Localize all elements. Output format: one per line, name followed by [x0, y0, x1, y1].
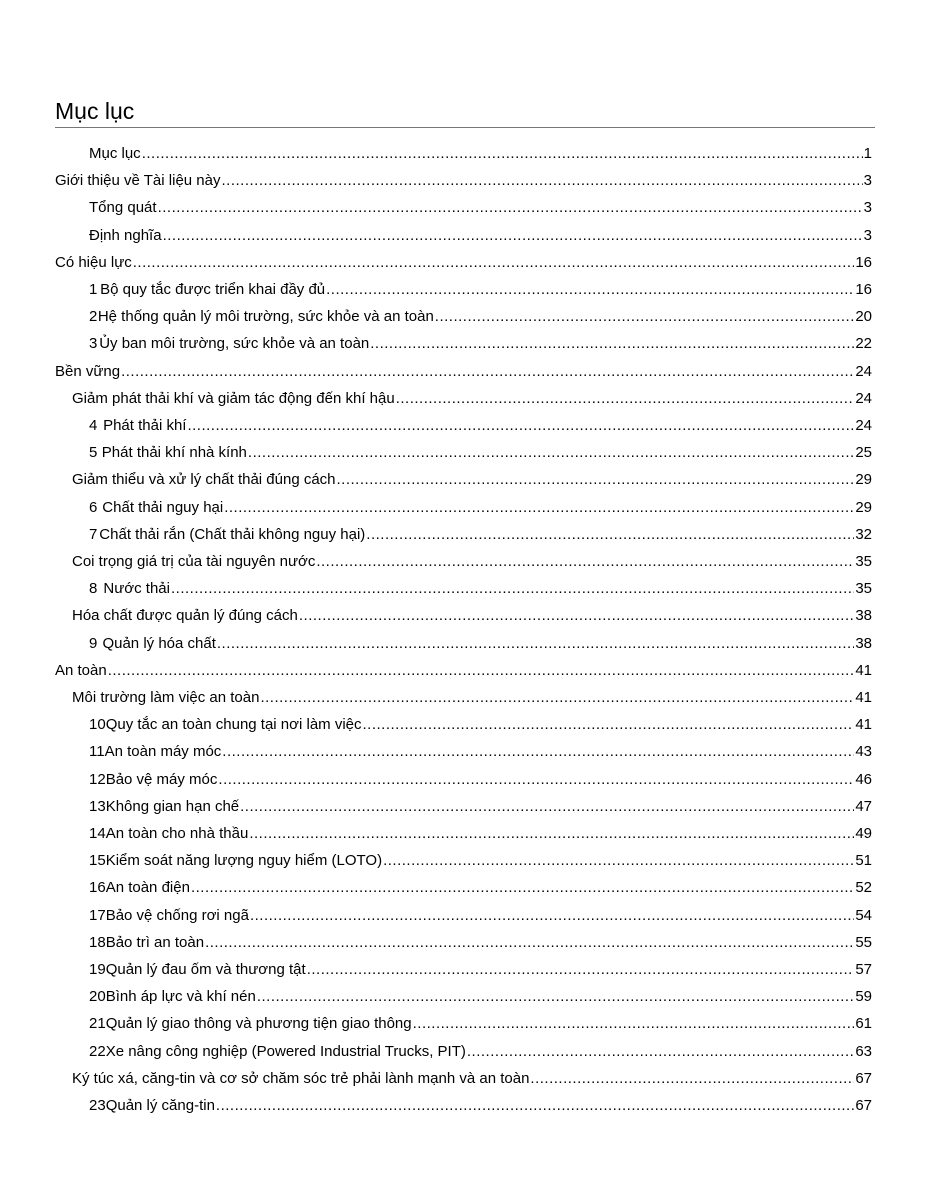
- toc-entry-page: 41: [855, 689, 872, 706]
- toc-dot-leader: [249, 820, 854, 847]
- toc-entry[interactable]: [89, 140, 872, 167]
- toc-entry-number: 22: [89, 1042, 106, 1060]
- toc-entry-page: 38: [855, 634, 872, 652]
- toc-entry-page: 41: [855, 716, 872, 734]
- toc-entry[interactable]: [89, 1010, 872, 1037]
- toc-entry-title: Phát thải khí nhà kính: [101, 444, 247, 462]
- toc-entry-title: An toàn: [55, 661, 107, 679]
- toc-entry[interactable]: [89, 439, 872, 466]
- toc-entry-number: 20: [89, 988, 106, 1006]
- toc-dot-leader: [187, 412, 854, 439]
- toc-entry-title: Không gian hạn chế: [105, 797, 240, 815]
- toc-entry[interactable]: [89, 1092, 872, 1119]
- toc-dot-leader: [216, 1092, 854, 1119]
- toc-dot-leader: [163, 222, 863, 249]
- toc-entry-title: Nước thải: [103, 580, 170, 598]
- toc-entry-title: Bảo trì an toàn: [105, 933, 205, 951]
- toc-entry-page: 24: [855, 362, 872, 380]
- toc-entry-page: 20: [855, 308, 872, 326]
- toc-entry-number: 6: [89, 498, 98, 516]
- toc-entry[interactable]: [72, 684, 872, 711]
- toc-dot-leader: [205, 929, 854, 956]
- toc-entry-number: 13: [89, 797, 106, 815]
- toc-dot-leader: [467, 1038, 854, 1065]
- toc-entry[interactable]: [89, 521, 872, 548]
- toc-entry-page: 3: [863, 199, 872, 217]
- toc-entry-page: 16: [855, 253, 872, 271]
- toc-dot-leader: [257, 983, 854, 1010]
- toc-entry[interactable]: [55, 657, 872, 684]
- toc-entry-title: Kiểm soát năng lượng nguy hiểm (LOTO): [105, 852, 383, 870]
- toc-entry-number: 18: [89, 933, 106, 951]
- toc-entry-title: Phát thải khí: [103, 417, 187, 434]
- toc-dot-leader: [337, 466, 855, 493]
- toc-dot-leader: [260, 684, 854, 711]
- toc-entry-page: 46: [855, 770, 872, 788]
- toc-entry-page: 29: [855, 498, 872, 516]
- toc-dot-leader: [435, 303, 855, 330]
- toc-dot-leader: [299, 602, 854, 629]
- toc-entry[interactable]: [89, 494, 872, 521]
- toc-dot-leader: [133, 249, 855, 276]
- toc-entry-title: An toàn cho nhà thầu: [105, 825, 249, 842]
- toc-entry[interactable]: [89, 1038, 872, 1065]
- toc-entry-number: 8: [89, 580, 98, 598]
- toc-dot-leader: [221, 167, 862, 194]
- toc-dot-leader: [158, 194, 863, 221]
- toc-dot-leader: [121, 358, 854, 385]
- toc-entry-page: 47: [855, 797, 872, 815]
- toc-entry-title: Môi trường làm việc an toàn: [72, 689, 260, 706]
- toc-entry-page: 55: [855, 933, 872, 951]
- toc-entry[interactable]: [72, 548, 872, 575]
- toc-entry-page: 25: [855, 444, 872, 462]
- toc-entry-title: Giảm thiểu và xử lý chất thải đúng cách: [72, 471, 336, 489]
- toc-entry[interactable]: [89, 194, 872, 221]
- toc-entry-title: Bảo vệ chống rơi ngã: [105, 906, 249, 924]
- toc-entry-page: 32: [855, 525, 872, 543]
- toc-entry-title: Coi trọng giá trị của tài nguyên nước: [72, 553, 316, 570]
- toc-entry-page: 59: [855, 988, 872, 1006]
- toc-dot-leader: [316, 548, 854, 575]
- toc-entry[interactable]: [89, 303, 872, 330]
- toc-dot-leader: [224, 494, 854, 521]
- toc-entry-page: 22: [855, 335, 872, 353]
- toc-entry[interactable]: [89, 630, 872, 657]
- toc-entry-number: 9: [89, 634, 98, 652]
- toc-entry-page: 16: [855, 281, 872, 298]
- toc-entry-page: 67: [855, 1069, 872, 1087]
- toc-entry[interactable]: [89, 276, 872, 303]
- toc-entry-title: Ký túc xá, căng-tin và cơ sở chăm sóc trẻ phải lành mạnh và an toàn: [72, 1069, 530, 1087]
- toc-entry-title: Quy tắc an toàn chung tại nơi làm việc: [105, 716, 362, 734]
- toc-entry-title: Bộ quy tắc được triển khai đầy đủ: [100, 281, 326, 298]
- toc-entry-page: 3: [863, 226, 872, 244]
- toc-entry-page: 63: [855, 1042, 872, 1060]
- toc-dot-leader: [217, 630, 854, 657]
- toc-entry-page: 29: [855, 471, 872, 489]
- toc-entry-number: 23: [89, 1097, 106, 1114]
- toc-entry-page: 57: [855, 961, 872, 978]
- toc-entry-number: 1: [89, 281, 98, 298]
- toc-entry[interactable]: [72, 1065, 872, 1092]
- toc-dot-leader: [250, 902, 854, 929]
- toc-entry-page: 24: [855, 389, 872, 407]
- toc-entry-page: 61: [855, 1015, 872, 1033]
- toc-entry-page: 35: [855, 553, 872, 570]
- toc-entry[interactable]: [89, 874, 872, 901]
- toc-entry-title: Giảm phát thải khí và giảm tác động đến khí hậu: [72, 389, 395, 407]
- toc-entry-title: Quản lý hóa chất: [102, 634, 216, 652]
- toc-dot-leader: [191, 874, 854, 901]
- toc-entry[interactable]: [89, 711, 872, 738]
- toc-heading: Mục lục: [55, 98, 135, 124]
- toc-entry[interactable]: [72, 466, 872, 493]
- toc-entry[interactable]: [89, 766, 872, 793]
- toc-entry-title: Tổng quát: [89, 199, 157, 217]
- toc-entry-title: Hệ thống quản lý môi trường, sức khỏe và an toàn: [97, 308, 434, 326]
- toc-entry-title: Chất thải nguy hại: [102, 498, 224, 516]
- toc-dot-leader: [222, 738, 854, 765]
- toc-entry-page: 38: [855, 607, 872, 625]
- toc-entry-number: 4: [89, 417, 98, 434]
- toc-entry[interactable]: [89, 412, 872, 439]
- toc-dot-leader: [240, 793, 854, 820]
- toc-dot-leader: [530, 1065, 854, 1092]
- toc-entry-page: 35: [855, 580, 872, 598]
- toc-entry[interactable]: [89, 330, 872, 357]
- toc-dot-leader: [383, 847, 854, 874]
- toc-entry-page: 1: [863, 145, 872, 162]
- toc-entry-title: An toàn máy móc: [104, 743, 222, 761]
- toc-entry[interactable]: [55, 249, 872, 276]
- toc-entry-number: 10: [89, 716, 106, 734]
- toc-entry-title: Bền vững: [55, 362, 121, 380]
- toc-entry-page: 41: [855, 661, 872, 679]
- toc-dot-leader: [218, 766, 854, 793]
- toc-entry-number: 2: [89, 308, 98, 326]
- toc-entry-title: Có hiệu lực: [55, 253, 132, 271]
- toc-entry[interactable]: [89, 847, 872, 874]
- toc-entry-number: 15: [89, 852, 106, 870]
- toc-entry-title: Bảo vệ máy móc: [105, 770, 218, 788]
- toc-entry[interactable]: [89, 575, 872, 602]
- toc-entry-page: 67: [855, 1097, 872, 1114]
- toc-entry-number: 3: [89, 335, 98, 353]
- toc-entry-title: Định nghĩa: [89, 226, 162, 244]
- toc-entry-page: 54: [855, 906, 872, 924]
- toc-entry[interactable]: [72, 602, 872, 629]
- toc-entry[interactable]: [89, 956, 872, 983]
- toc-entry[interactable]: [89, 983, 872, 1010]
- toc-dot-leader: [171, 575, 854, 602]
- toc-entry-title: Xe nâng công nghiệp (Powered Industrial Trucks, PIT): [105, 1042, 466, 1060]
- toc-entry-title: Mục lục: [89, 145, 141, 162]
- toc-entry-title: Quản lý căng-tin: [105, 1097, 215, 1114]
- toc-entry-title: Giới thiệu về Tài liệu này: [55, 172, 221, 190]
- toc-entry-number: 17: [89, 906, 106, 924]
- toc-entry-page: 3: [863, 172, 872, 190]
- toc-entry-title: Quản lý giao thông và phương tiện giao thông: [105, 1015, 412, 1033]
- toc-entry-page: 49: [855, 825, 872, 842]
- toc-entry[interactable]: [89, 820, 872, 847]
- toc-dot-leader: [248, 439, 854, 466]
- toc-entry-number: 14: [89, 825, 106, 842]
- toc-entry-title: Chất thải rắn (Chất thải không nguy hại): [99, 525, 366, 543]
- toc-entry-title: Hóa chất được quản lý đúng cách: [72, 607, 298, 625]
- toc-entry[interactable]: [89, 793, 872, 820]
- toc-dot-leader: [370, 330, 854, 357]
- toc-entry-page: 51: [855, 852, 872, 870]
- toc-entry[interactable]: [89, 902, 872, 929]
- toc-dot-leader: [142, 140, 863, 167]
- toc-entry[interactable]: [89, 738, 872, 765]
- toc-dot-leader: [396, 385, 855, 412]
- toc-dot-leader: [363, 711, 855, 738]
- toc-entry-title: Bình áp lực và khí nén: [105, 988, 256, 1006]
- toc-entry-number: 11: [89, 743, 105, 761]
- toc-entry[interactable]: [55, 167, 872, 194]
- toc-entry-title: Ủy ban môi trường, sức khỏe và an toàn: [99, 335, 370, 353]
- toc-entry-page: 24: [855, 417, 872, 434]
- toc-dot-leader: [108, 657, 855, 684]
- toc-entry-number: 16: [89, 879, 106, 897]
- toc-entry-number: 19: [89, 961, 106, 978]
- toc-dot-leader: [307, 956, 855, 983]
- heading-divider: [55, 127, 875, 128]
- toc-entry-number: 21: [89, 1015, 106, 1033]
- toc-entry-title: An toàn điện: [105, 879, 190, 897]
- toc-entry-number: 12: [89, 770, 106, 788]
- toc-dot-leader: [366, 521, 854, 548]
- toc-entry-number: 7: [89, 525, 98, 543]
- toc-entry-page: 43: [855, 743, 872, 761]
- toc-entry[interactable]: [72, 385, 872, 412]
- toc-entry[interactable]: [55, 358, 872, 385]
- toc-entry[interactable]: [89, 929, 872, 956]
- toc-dot-leader: [413, 1010, 855, 1037]
- toc-dot-leader: [326, 276, 854, 303]
- toc-entry-title: Quản lý đau ốm và thương tật: [105, 961, 306, 978]
- toc-entry[interactable]: [89, 222, 872, 249]
- toc-entry-page: 52: [855, 879, 872, 897]
- toc-entry-number: 5: [89, 444, 98, 462]
